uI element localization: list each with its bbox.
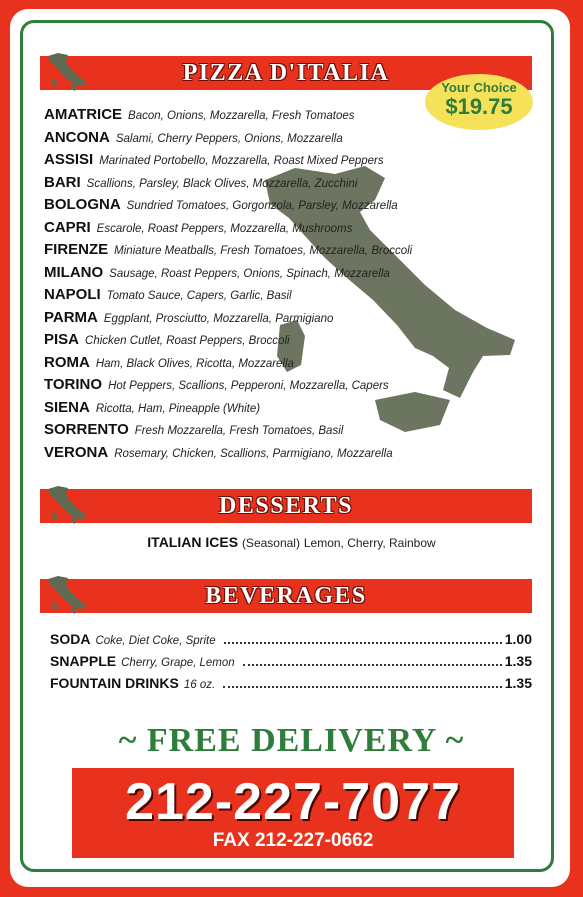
free-delivery-banner: ~ FREE DELIVERY ~ <box>118 722 465 759</box>
pizza-section-title: PIZZA D'ITALIA <box>182 60 390 86</box>
beverage-price: 1.35 <box>504 653 532 669</box>
beverages-section-title: BEVERAGES <box>205 583 367 609</box>
beverage-name: SODA <box>50 631 91 647</box>
pizza-desc: Bacon, Onions, Mozzarella, Fresh Tomatoes <box>128 110 355 122</box>
pizza-list <box>44 104 514 464</box>
pizza-name: SIENA <box>44 398 90 416</box>
beverages-header-band <box>40 579 532 613</box>
pizza-desc: Scallions, Parsley, Black Olives, Mozzarella, Zucchini <box>86 177 358 190</box>
pizza-item <box>44 442 514 465</box>
pizza-name: PISA <box>44 331 80 348</box>
pizza-name: BARI <box>44 173 81 191</box>
beverage-name: FOUNTAIN DRINKS <box>50 675 179 691</box>
pizza-item <box>44 194 514 217</box>
pizza-desc: Ricotta, Ham, Pineapple (White) <box>95 402 261 415</box>
pizza-item <box>44 329 514 352</box>
pizza-item <box>44 172 514 195</box>
pizza-desc: Rosemary, Chicken, Scallions, Parmigiano, Mozzarella <box>114 447 393 460</box>
pizza-name: ANCONA <box>44 128 110 146</box>
beverage-desc: Cherry, Grape, Lemon <box>121 657 235 669</box>
pizza-desc: Sausage, Roast Peppers, Onions, Spinach, Mozzarella <box>109 267 390 280</box>
pizza-name: BOLOGNA <box>44 196 121 213</box>
dessert-note: (Seasonal) <box>241 536 300 550</box>
pizza-desc: Sundried Tomatoes, Gorgonzola, Parsley, Mozzarella <box>126 200 398 212</box>
pizza-item <box>44 127 514 150</box>
dessert-desc: Lemon, Cherry, Rainbow <box>303 536 436 550</box>
pizza-item <box>44 397 514 420</box>
pizza-desc: Tomato Sauce, Capers, Garlic, Basil <box>106 290 292 302</box>
desserts-header-band <box>40 489 532 523</box>
beverage-price: 1.00 <box>504 631 532 647</box>
phone-number[interactable]: 212-227-7077 <box>125 773 461 831</box>
desserts-section-title: DESSERTS <box>219 493 353 519</box>
pizza-item <box>44 352 514 375</box>
pizza-item <box>44 374 514 397</box>
pizza-item <box>44 284 514 307</box>
beverage-item <box>50 672 532 694</box>
pizza-item <box>44 104 514 127</box>
pizza-desc: Hot Peppers, Scallions, Pepperoni, Mozzarella, Capers <box>108 380 389 392</box>
dessert-item <box>0 534 583 550</box>
beverage-desc: Coke, Diet Coke, Sprite <box>95 635 216 647</box>
phone-box <box>72 768 514 858</box>
beverage-desc: 16 oz. <box>183 679 216 691</box>
pizza-name: FIRENZE <box>44 241 109 258</box>
dessert-name: ITALIAN ICES <box>147 534 239 550</box>
pizza-name: AMATRICE <box>44 106 123 123</box>
price-value: $19.75 <box>445 94 513 119</box>
pizza-name: VERONA <box>44 443 109 461</box>
pizza-name: ASSISI <box>44 151 94 168</box>
pizza-item <box>44 217 514 240</box>
pizza-desc: Marinated Portobello, Mozzarella, Roast Mixed Peppers <box>99 155 384 167</box>
beverage-list <box>50 628 532 694</box>
pizza-desc: Eggplant, Prosciutto, Mozzarella, Parmigiano <box>103 312 334 325</box>
dot-leader <box>224 641 502 644</box>
pizza-desc: Salami, Cherry Peppers, Onions, Mozzarella <box>115 132 343 145</box>
pizza-desc: Ham, Black Olives, Ricotta, Mozzarella <box>95 357 294 370</box>
pizza-desc: Miniature Meatballs, Fresh Tomatoes, Mozzarella, Broccoli <box>114 245 413 257</box>
beverage-price: 1.35 <box>504 675 532 691</box>
pizza-desc: Escarole, Roast Peppers, Mozzarella, Mushrooms <box>96 222 353 235</box>
fax-number: FAX 212-227-0662 <box>212 830 374 851</box>
pizza-item <box>44 149 514 172</box>
dot-leader <box>243 663 502 666</box>
dot-leader <box>223 685 502 688</box>
pizza-item <box>44 262 514 285</box>
pizza-desc: Fresh Mozzarella, Fresh Tomatoes, Basil <box>134 425 344 437</box>
pizza-item <box>44 239 514 262</box>
price-label: Your Choice <box>441 80 517 95</box>
beverage-name: SNAPPLE <box>50 653 117 669</box>
beverage-item <box>50 650 532 672</box>
beverage-item <box>50 628 532 650</box>
pizza-name: MILANO <box>44 263 104 281</box>
pizza-name: TORINO <box>44 376 103 393</box>
pizza-name: SORRENTO <box>44 421 129 438</box>
pizza-name: NAPOLI <box>44 286 101 303</box>
pizza-name: PARMA <box>44 308 98 326</box>
pizza-name: ROMA <box>44 353 90 371</box>
pizza-desc: Chicken Cutlet, Roast Peppers, Broccoli <box>85 335 290 347</box>
pizza-name: CAPRI <box>44 218 91 236</box>
pizza-item <box>44 307 514 330</box>
pizza-item <box>44 419 514 442</box>
